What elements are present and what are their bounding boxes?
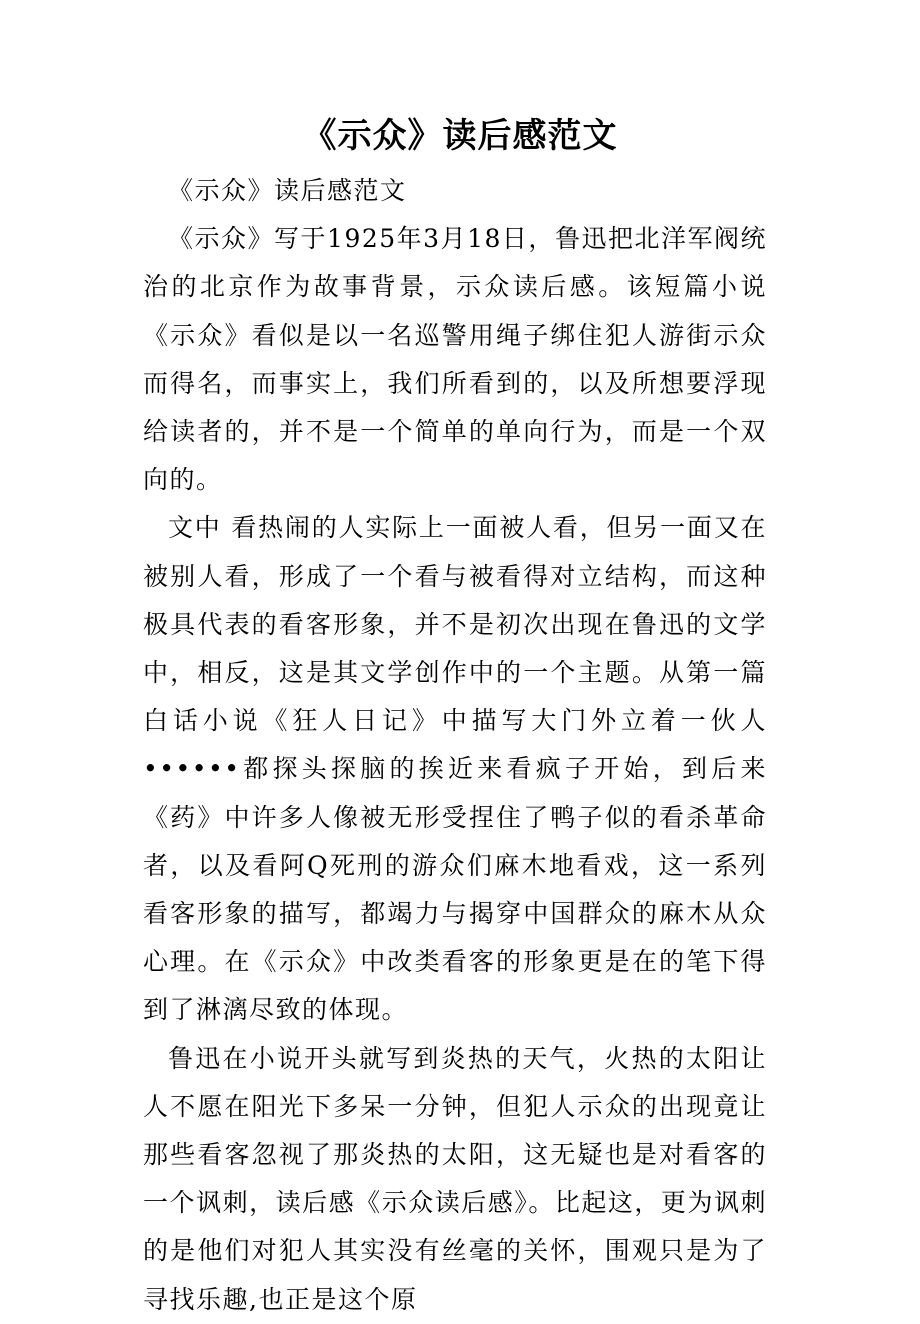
paragraph-1: 《示众》写于1925年3月18日，鲁迅把北洋军阀统治的北京作为故事背景，示众读后感。该短篇小说《示众》看似是以一名巡警用绳子绑住犯人游街示众而得名，而事实上，我们所看到的，以及所想要浮现给读者的，并不是一个简单的单向行为，而是一个双向的。 — [143, 224, 767, 495]
document-title: 《示众》读后感范文 — [302, 116, 618, 156]
document-body — [143, 167, 767, 1324]
paragraph-subtitle: 《示众》读后感范文 — [168, 176, 407, 205]
paragraph-2: 文中 看热闹的人实际上一面被人看，但另一面又在被别人看，形成了一个看与被看得对立结构，而这种极具代表的看客形象，并不是初次出现在鲁迅的文学中，相反，这是其文学创作中的一个主题。从第一篇白话小说《狂人日记》中描写大门外立着一伙人••••••都探头探脑的挨近来看疯子开始，到后来《药》中许多人像被无形受捏住了鸭子似的看杀革命者，以及看阿Q死刑的游众们麻木地看戏，这一系列看客形象的描写，都竭力与揭穿中国群众的麻木从众心理。在《示众》中改类看客的形象更是在的笔下得到了淋漓尽致的体现。 — [143, 513, 767, 1025]
paragraph-3: 鲁迅在小说开头就写到炎热的天气，火热的太阳让人不愿在阳光下多呆一分钟，但犯人示众的出现竟让那些看客忽视了那炎热的太阳，这无疑也是对看客的一个讽刺，读后感《示众读后感》。比起这，更为讽刺的是他们对犯人其实没有丝毫的关怀，围观只是为了寻找乐趣,也正是这个原 — [143, 1043, 767, 1314]
